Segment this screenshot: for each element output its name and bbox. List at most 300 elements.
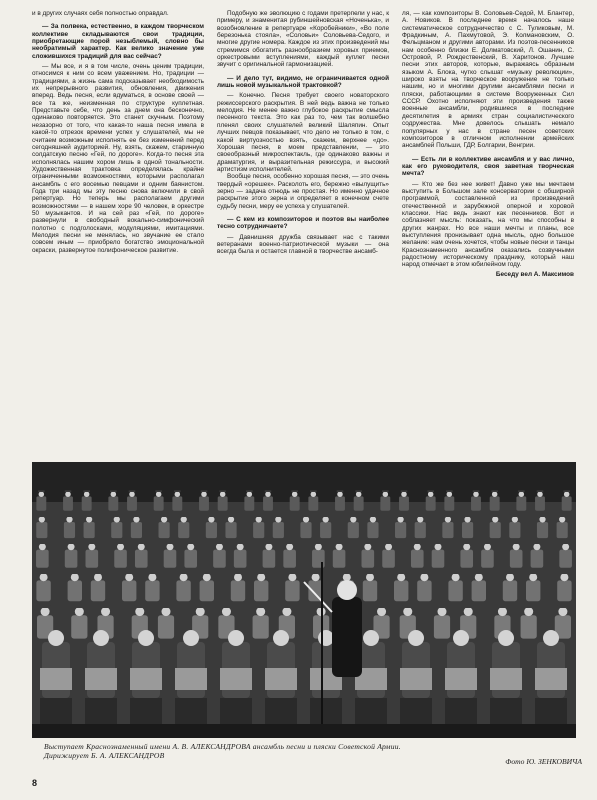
singer-figure: [509, 522, 520, 538]
bayan-accordion: [445, 668, 477, 690]
singer-face: [111, 491, 117, 497]
cap: [83, 490, 90, 492]
singer-face: [101, 607, 110, 616]
singer-figure: [225, 522, 236, 538]
singer-figure: [122, 580, 136, 601]
singer-figure: [559, 550, 572, 568]
singer-face: [539, 516, 545, 522]
singer-figure: [462, 522, 473, 538]
cap: [255, 515, 262, 517]
singer-figure: [145, 580, 159, 601]
singer-figure: [234, 550, 247, 568]
singer-figure: [111, 522, 122, 538]
singer-figure: [526, 580, 540, 601]
singer-face: [560, 573, 568, 581]
singer-figure: [206, 522, 217, 538]
singer-face: [161, 516, 167, 522]
singer-face: [513, 543, 520, 550]
cap: [275, 515, 282, 517]
bayan-accordion: [535, 668, 567, 690]
conductor-figure: [332, 597, 362, 677]
singer-figure: [86, 550, 99, 568]
singer-face: [133, 516, 139, 522]
answer-paragraph: и в других случаях себя полностью оправдал.: [32, 10, 169, 17]
musician-legs: [535, 698, 567, 728]
singer-figure: [537, 522, 548, 538]
cap: [463, 542, 471, 544]
singer-figure: [218, 496, 228, 510]
cap: [265, 490, 272, 492]
singer-face: [377, 607, 386, 616]
cap: [518, 490, 525, 492]
singer-face: [383, 491, 389, 497]
cap: [113, 515, 120, 517]
singer-figure: [490, 522, 501, 538]
singer-face: [196, 607, 205, 616]
cap: [413, 542, 421, 544]
ensemble-photo: [32, 462, 576, 738]
cap: [256, 572, 266, 574]
singer-face: [445, 516, 451, 522]
singer-face: [41, 607, 50, 616]
singer-figure: [415, 522, 426, 538]
singer-face: [498, 607, 507, 616]
cap: [563, 490, 570, 492]
singer-face: [65, 491, 71, 497]
cap: [233, 572, 243, 574]
cap: [38, 515, 45, 517]
singer-figure: [91, 580, 105, 601]
singer-face: [473, 491, 479, 497]
musician-legs: [130, 698, 162, 728]
singer-face: [464, 607, 473, 616]
singer-face: [524, 607, 533, 616]
singer-figure: [231, 580, 245, 601]
cap: [129, 490, 136, 492]
cap: [369, 515, 376, 517]
singer-face: [420, 573, 428, 581]
singer-figure: [68, 580, 82, 601]
text-column-2: [217, 10, 389, 458]
singer-figure: [178, 522, 189, 538]
cap: [473, 490, 480, 492]
singer-figure: [64, 522, 75, 538]
singer-face: [71, 573, 79, 581]
singer-face: [350, 516, 356, 522]
singer-face: [401, 491, 407, 497]
singer-face: [447, 491, 453, 497]
singer-figure: [285, 580, 299, 601]
singer-face: [257, 573, 265, 581]
singer-figure: [263, 550, 276, 568]
singer-figure: [411, 550, 424, 568]
singer-face: [114, 516, 120, 522]
singer-face: [275, 516, 281, 522]
bayan-accordion: [175, 668, 207, 690]
cap: [512, 542, 520, 544]
singer-figure: [254, 580, 268, 601]
musician-face: [408, 630, 424, 646]
cap: [285, 542, 293, 544]
cap: [195, 605, 206, 608]
musician-face: [228, 630, 244, 646]
cap: [160, 515, 167, 517]
singer-figure: [363, 580, 377, 601]
singer-face: [558, 607, 567, 616]
cap: [401, 490, 408, 492]
singer-face: [506, 573, 514, 581]
singer-face: [86, 516, 92, 522]
musician-face: [93, 630, 109, 646]
singer-figure: [82, 496, 92, 510]
photo-credit: Фото Ю. ЗЕНКОВИЧА: [505, 757, 582, 766]
answer-paragraph: ля, — как композиторы В. Соловьев-Седой, М. Блантер, А. Новиков. В последнее время началось наше систематическое сотрудничество с С. Туликовым, М. Фрадкиным, А. Пахмутовой, Э. Колмановским, О. Фельцманом и другими авторами. Из поэтов-песенников нам особенно близки Е. Долматовский, Л. Ошанин, С. Островой, Р. Рождественский, В. Харитонов. Лучшие песни этих авторов, которые, выражаясь образным языком А. Блока, чутко слышат «музыку революции», широко взяты на творческое вооружение не только нашим, но и многими другими ансамблями песни и пляски, работающими в системе Вооруженных Сил СССР. Охотно исполняют эти произведения также военные ансамбли, родившиеся в последние десятилетия в армиях стран социалистического содружества. Мне довелось слышать немало популярных у нас в стране песен советских композиторов в отличном исполнении армейских ансамблей Польши, ГДР, Болгарии, Венгрии.: [402, 10, 574, 150]
singer-figure: [65, 550, 78, 568]
cap: [322, 515, 329, 517]
singer-figure: [290, 496, 300, 510]
cap: [397, 515, 404, 517]
singer-figure: [127, 496, 137, 510]
cap: [215, 542, 223, 544]
singer-face: [234, 573, 242, 581]
cap: [533, 542, 541, 544]
singer-figure: [335, 496, 345, 510]
musician-legs: [445, 698, 477, 728]
singer-figure: [333, 550, 346, 568]
cap: [246, 490, 253, 492]
singer-face: [256, 607, 265, 616]
cap: [66, 515, 73, 517]
singer-face: [529, 573, 537, 581]
singer-face: [414, 543, 421, 550]
cap: [124, 572, 134, 574]
singer-figure: [417, 580, 431, 601]
singer-face: [39, 543, 46, 550]
bayan-accordion: [490, 668, 522, 690]
cap: [281, 605, 292, 608]
singer-figure: [158, 615, 174, 638]
singer-figure: [176, 580, 190, 601]
cap: [187, 542, 195, 544]
singer-face: [220, 491, 226, 497]
cap: [166, 542, 174, 544]
singer-figure: [63, 496, 73, 510]
singer-face: [66, 516, 72, 522]
bayan-accordion: [40, 668, 72, 690]
cap: [444, 515, 451, 517]
singer-face: [452, 573, 460, 581]
singer-figure: [36, 496, 46, 510]
singer-face: [337, 491, 343, 497]
cap: [116, 542, 124, 544]
singer-face: [187, 543, 194, 550]
singer-face: [303, 516, 309, 522]
singer-figure: [172, 496, 182, 510]
cap: [93, 572, 103, 574]
cap: [302, 515, 309, 517]
singer-figure: [562, 496, 572, 510]
cap: [451, 572, 461, 574]
musician-face: [138, 630, 154, 646]
singer-figure: [71, 615, 87, 638]
singer-figure: [36, 550, 49, 568]
singer-figure: [557, 580, 571, 601]
singer-figure: [399, 496, 409, 510]
singer-figure: [84, 522, 95, 538]
singer-figure: [308, 580, 322, 601]
cap: [434, 542, 442, 544]
cap: [396, 572, 406, 574]
cap: [155, 490, 162, 492]
singer-figure: [199, 496, 209, 510]
interviewer-signature: Беседу вел А. Максимов: [495, 270, 574, 278]
singer-face: [292, 491, 298, 497]
singer-figure: [200, 580, 214, 601]
cap: [38, 490, 45, 492]
singer-figure: [253, 615, 269, 638]
bayan-accordion: [130, 668, 162, 690]
singer-figure: [432, 550, 445, 568]
singer-face: [464, 516, 470, 522]
singer-figure: [348, 522, 359, 538]
singer-face: [336, 543, 343, 550]
singer-face: [403, 607, 412, 616]
cap: [179, 572, 189, 574]
singer-face: [222, 607, 231, 616]
singer-face: [75, 607, 84, 616]
cap: [561, 542, 569, 544]
answer-paragraph: Вообще песня, особенно хорошая песня, — это очень твердый «орешек». Расколоть его, бережно «вылущить» зерно — задача отнюдь не простая. Но именно удачное раскрытие этого зерна и определяет в конечном счете судьбу песни, меру ее успеха у слушателей.: [217, 173, 389, 210]
singer-face: [370, 516, 376, 522]
singer-figure: [367, 522, 378, 538]
stage-floor: [32, 724, 576, 738]
cap: [174, 490, 181, 492]
cap: [355, 490, 362, 492]
cap: [365, 572, 375, 574]
singer-figure: [213, 550, 226, 568]
cap: [288, 572, 298, 574]
bayan-accordion: [220, 668, 252, 690]
singer-figure: [503, 580, 517, 601]
cap: [364, 542, 372, 544]
singer-figure: [36, 580, 50, 601]
singer-face: [68, 543, 75, 550]
cap: [137, 542, 145, 544]
singer-figure: [490, 496, 500, 510]
singer-face: [343, 573, 351, 581]
singer-face: [315, 543, 322, 550]
musician-legs: [175, 698, 207, 728]
singer-figure: [164, 550, 177, 568]
singer-face: [356, 491, 362, 497]
cap: [376, 605, 387, 608]
singer-face: [148, 573, 156, 581]
singer-face: [265, 543, 272, 550]
singer-face: [492, 516, 498, 522]
singer-figure: [395, 522, 406, 538]
singer-face: [247, 491, 253, 497]
singer-face: [94, 573, 102, 581]
cap: [74, 605, 85, 608]
musician-legs: [265, 698, 297, 728]
musician-face: [453, 630, 469, 646]
singer-face: [208, 516, 214, 522]
singer-figure: [300, 522, 311, 538]
cap: [236, 542, 244, 544]
singer-figure: [131, 522, 142, 538]
musician-face: [363, 630, 379, 646]
singer-face: [559, 516, 565, 522]
musician-legs: [220, 698, 252, 728]
cap: [88, 542, 96, 544]
cap: [134, 605, 145, 608]
musician-legs: [310, 698, 342, 728]
cap: [38, 542, 46, 544]
cap: [314, 542, 322, 544]
page-number: 8: [32, 778, 38, 788]
musician-legs: [490, 698, 522, 728]
cap: [537, 490, 544, 492]
cap: [291, 490, 298, 492]
singer-figure: [135, 550, 148, 568]
cap: [497, 605, 508, 608]
singer-figure: [472, 580, 486, 601]
cap: [539, 515, 546, 517]
singer-figure: [159, 522, 170, 538]
singer-face: [203, 573, 211, 581]
singer-face: [129, 491, 135, 497]
cap: [402, 605, 413, 608]
singer-face: [40, 573, 48, 581]
cap: [40, 605, 51, 608]
singer-figure: [362, 550, 375, 568]
cap: [208, 515, 215, 517]
cap: [110, 490, 117, 492]
cap: [70, 572, 80, 574]
cap: [558, 515, 565, 517]
singer-figure: [382, 550, 395, 568]
cap: [219, 490, 226, 492]
singer-face: [84, 491, 90, 497]
singer-figure: [263, 496, 273, 510]
singer-figure: [471, 496, 481, 510]
musician-face: [543, 630, 559, 646]
cap: [100, 605, 111, 608]
singer-figure: [36, 522, 47, 538]
cap: [505, 572, 515, 574]
cap: [528, 572, 538, 574]
singer-face: [167, 543, 174, 550]
singer-face: [175, 491, 181, 497]
singer-figure: [535, 496, 545, 510]
singer-face: [39, 491, 45, 497]
singer-face: [385, 543, 392, 550]
answer-paragraph: — Мы все, и я в том числе, очень ценим традиции, относимся к ним со всем уважением. Но, традиции — традициями, а жизнь сама подсказывает необходимость их непрерывного развития, обновления, движения вперед. Ведь песня, если вдуматься, в основе своей — все та же, неизменная по структуре куплетная. Представьте себе, что день за днем она бесконечно, одинаково повторяется. Это станет скучным. Поэтому незазорно от того, что какая-то наша песня имела в какой-то отрезок времени успех у слушателей, мы не считаем возможным исполнять ее без изменений перед сегодняшней аудиторией. Ну, взять, скажем, старинную солдатскую песню «Гей, по дороге». Когда-то песня эта исполнялась нашим хором лишь в одной тональности. Художественная трактовка определялась крайне ограниченными возможностями, которыми располагал ансамбль с его восемью певцами и одним баянистом. Года три назад мы эту песню снова включили в свой репертуар. Но теперь мы располагаем другими возможностями — в нашем хоре 90 человек, в оркестре 50 музыкантов. И на сей раз «Гей, по дороге» развернули в свободный вокально-симфонический полотно с подголосками, модуляциями, имитациями. Мелодия песни не менялась, но звучание ее стало совсем иным — приобрело богатство эмоциональной окраски, развернутое полифоническое развитие.: [32, 63, 204, 254]
singer-face: [286, 543, 293, 550]
singer-figure: [108, 496, 118, 510]
text-column-1: [32, 10, 204, 458]
cap: [67, 542, 75, 544]
cap: [65, 490, 72, 492]
cap: [557, 605, 568, 608]
musician-legs: [40, 698, 72, 728]
singer-figure: [481, 550, 494, 568]
singer-face: [135, 607, 144, 616]
cap: [39, 572, 49, 574]
singer-face: [492, 491, 498, 497]
singer-face: [364, 543, 371, 550]
musician-face: [183, 630, 199, 646]
answer-paragraph: — Давнишняя дружба связывает нас с такими ветеранами военно-патриотической музыки — она всегда была и остается главной в творчестве ансамб-: [217, 233, 389, 256]
singer-face: [237, 543, 244, 550]
singer-face: [562, 543, 569, 550]
cap: [148, 572, 158, 574]
singer-face: [162, 607, 171, 616]
singer-face: [228, 516, 234, 522]
cap: [133, 515, 140, 517]
singer-figure: [283, 550, 296, 568]
singer-figure: [308, 496, 318, 510]
cap: [85, 515, 92, 517]
singer-face: [438, 607, 447, 616]
answer-paragraph: Подобную же эволюцию с годами претерпели у нас, к примеру, и знаменитая рубиншейновская «Ноченька», и возобновление в репертуаре «Коробейники», «Во поле березонька стояла», «Соловьи» Соловьева-Седого, и многие другие номера. Каждое из этих произведений мы стремимся обогатить разнообразием хоровых приемов, оркестровыми вступлениями, каждый куплет песни звучит с оригинальной гармонизацией.: [217, 10, 389, 69]
answer-paragraph: — Конечно. Песня требует своего новаторского режиссерского раскрытия. В ней ведь важна не только мелодия. Не менее важно глубокое раскрытие смысла песенного текста. Это как раз то, чем так волшебно пленял своих слушателей великий Шаляпин. Опыт лучших певцов показывает, что дело не только в том, с какой виртуозностью взять, скажем, верхнее «до». Хорошая песня, в моем представлении, — это своеобразный микроспектакль, где одинаково важны и драматургия, и выразительная режиссура, и высокий артистизм исполнителей.: [217, 92, 389, 173]
singer-face: [564, 491, 570, 497]
singer-face: [428, 491, 434, 497]
singer-figure: [448, 580, 462, 601]
singer-face: [463, 543, 470, 550]
cap: [310, 490, 317, 492]
cap: [202, 572, 212, 574]
singer-figure: [426, 496, 436, 510]
singer-face: [398, 516, 404, 522]
singer-face: [312, 573, 320, 581]
cap: [464, 515, 471, 517]
singer-figure: [557, 522, 568, 538]
cap: [382, 490, 389, 492]
singer-face: [435, 543, 442, 550]
singer-face: [366, 573, 374, 581]
cap: [342, 572, 352, 574]
singer-figure: [521, 615, 537, 638]
singer-figure: [114, 550, 127, 568]
cap: [437, 605, 448, 608]
singer-face: [117, 543, 124, 550]
singer-figure: [380, 496, 390, 510]
bayan-accordion: [85, 668, 117, 690]
singer-face: [216, 543, 223, 550]
singer-face: [156, 491, 162, 497]
singer-face: [323, 516, 329, 522]
singer-face: [537, 491, 543, 497]
singer-face: [311, 491, 317, 497]
cap: [227, 515, 234, 517]
cap: [491, 490, 498, 492]
singer-figure: [154, 496, 164, 510]
cap: [463, 605, 474, 608]
text-column-3: [402, 10, 574, 458]
cap: [511, 515, 518, 517]
cap: [427, 490, 434, 492]
cap: [311, 572, 321, 574]
singer-figure: [531, 550, 544, 568]
conductor-head: [337, 580, 357, 600]
singer-face: [138, 543, 145, 550]
singer-figure: [354, 496, 364, 510]
singer-face: [181, 516, 187, 522]
cap: [420, 572, 430, 574]
singer-face: [88, 543, 95, 550]
